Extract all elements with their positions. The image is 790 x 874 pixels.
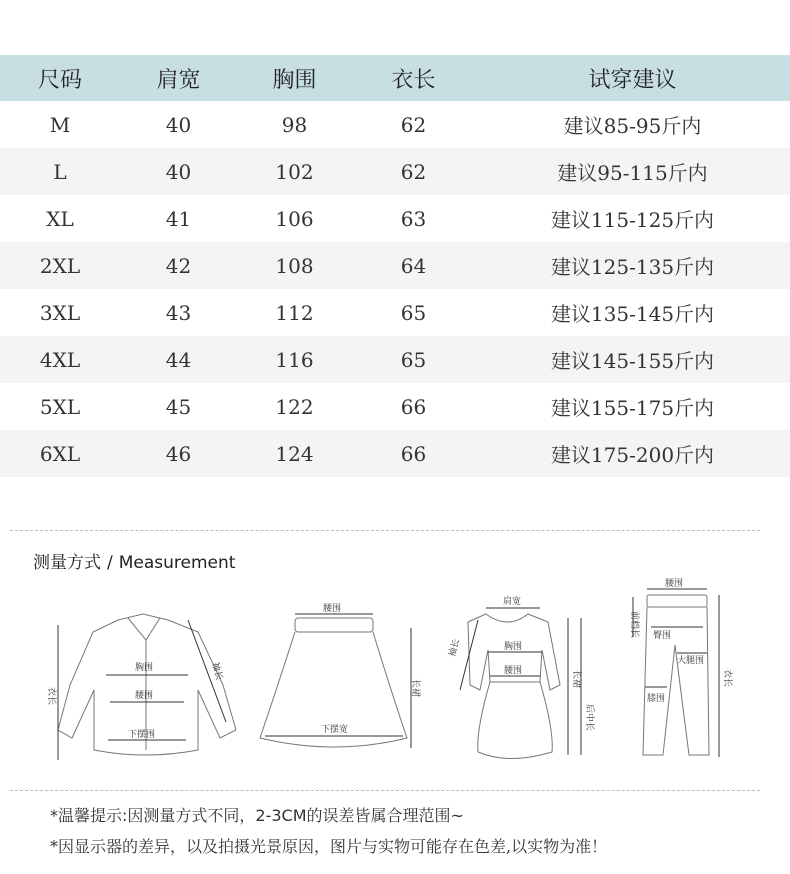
cell-chest: 112 xyxy=(275,300,314,325)
pants-thigh-label: 大腿围 xyxy=(677,656,705,666)
cell-shoulder: 40 xyxy=(120,148,237,195)
cell-shoulder: 43 xyxy=(165,300,192,325)
cell-recommendation: 建议115-125斤内 xyxy=(550,208,715,232)
cell-size: M xyxy=(49,112,71,137)
cell-size: L xyxy=(0,148,120,195)
table-row xyxy=(0,148,790,195)
dress-back-length-label: 后中长 xyxy=(584,704,594,732)
pants-hip-label: 臀围 xyxy=(653,631,672,641)
skirt-diagram xyxy=(255,598,425,758)
note-tolerance: *温馨提示:因测量方式不同，2-3CM的误差皆属合理范围~ xyxy=(50,806,464,825)
cell-recommendation: 建议125-135斤内 xyxy=(475,242,790,289)
skirt-waist-label: 腰围 xyxy=(323,604,342,614)
size-table xyxy=(0,55,790,477)
cell-size: 2XL xyxy=(0,242,120,289)
cell-recommendation: 建议145-155斤内 xyxy=(475,336,790,383)
table-row xyxy=(0,430,790,477)
cell-length: 65 xyxy=(400,300,427,325)
header-chest: 胸围 xyxy=(237,55,352,101)
cell-length: 62 xyxy=(400,112,427,137)
cell-chest: 108 xyxy=(237,242,352,289)
cell-shoulder: 46 xyxy=(120,430,237,477)
note-color-difference: *因显示器的差异，以及拍摄光景原因，图片与实物可能存在色差,以实物为准！ xyxy=(50,837,608,856)
cell-size: 5XL xyxy=(39,394,81,419)
cell-recommendation: 建议155-175斤内 xyxy=(550,396,715,420)
cell-size: 3XL xyxy=(39,300,81,325)
shirt-chest-label: 胸围 xyxy=(135,663,154,673)
skirt-hem-label: 下摆宽 xyxy=(321,725,349,735)
cell-chest: 106 xyxy=(275,206,314,231)
dress-sleeve-label: 袖长 xyxy=(447,638,463,659)
measurement-title xyxy=(33,548,235,573)
cell-chest: 102 xyxy=(237,148,352,195)
shirt-diagram xyxy=(48,610,248,770)
pants-waist-label: 腰围 xyxy=(665,579,684,589)
header-shoulder: 肩宽 xyxy=(120,55,237,101)
header-size: 尺码 xyxy=(0,55,120,101)
dress-length-label: 长裙 xyxy=(571,670,581,689)
shirt-hem-label: 下摆围 xyxy=(128,730,156,740)
table-row xyxy=(0,289,790,336)
table-row xyxy=(0,242,790,289)
cell-length: 66 xyxy=(400,394,427,419)
cell-shoulder: 45 xyxy=(165,394,192,419)
cell-shoulder: 42 xyxy=(120,242,237,289)
cell-chest: 98 xyxy=(281,112,308,137)
pants-length-label: 衣长 xyxy=(722,669,732,688)
divider-top xyxy=(10,530,760,531)
cell-length: 62 xyxy=(352,148,475,195)
cell-recommendation: 建议85-95斤内 xyxy=(563,114,702,138)
cell-size: 6XL xyxy=(0,430,120,477)
shirt-length-label: 衣长 xyxy=(46,687,56,706)
cell-shoulder: 40 xyxy=(165,112,192,137)
skirt-length-label: 长裙 xyxy=(410,679,420,698)
table-row xyxy=(0,101,790,148)
pants-diagram xyxy=(615,575,730,760)
cell-recommendation: 建议135-145斤内 xyxy=(550,302,715,326)
cell-chest: 116 xyxy=(237,336,352,383)
cell-recommendation: 建议175-200斤内 xyxy=(475,430,790,477)
cell-shoulder: 41 xyxy=(165,206,192,231)
cell-length: 65 xyxy=(352,336,475,383)
measurement-title-cn: 测量方式 xyxy=(33,553,101,573)
header-recommendation: 试穿建议 xyxy=(475,55,790,101)
shirt-sleeve-label: 袖长 xyxy=(209,661,224,682)
measurement-title-en: Measurement xyxy=(118,553,236,573)
pants-knee-label: 膝围 xyxy=(647,694,666,704)
table-header-row xyxy=(0,55,790,101)
cell-size: 4XL xyxy=(0,336,120,383)
dress-diagram xyxy=(448,590,593,765)
header-length: 衣长 xyxy=(352,55,475,101)
cell-length: 66 xyxy=(352,430,475,477)
dress-shoulder-label: 肩宽 xyxy=(503,597,522,607)
cell-recommendation: 建议95-115斤内 xyxy=(475,148,790,195)
cell-length: 63 xyxy=(400,206,427,231)
cell-size: XL xyxy=(46,206,74,231)
shirt-waist-label: 腰围 xyxy=(135,691,154,701)
cell-length: 64 xyxy=(352,242,475,289)
table-row xyxy=(0,336,790,383)
cell-shoulder: 44 xyxy=(120,336,237,383)
pants-front-rise-label: 前档长 xyxy=(629,611,639,639)
cell-chest: 124 xyxy=(237,430,352,477)
dress-waist-label: 腰围 xyxy=(504,666,523,676)
dress-chest-label: 胸围 xyxy=(504,642,523,652)
divider-bottom xyxy=(10,790,760,791)
table-row xyxy=(0,383,790,430)
measurement-title-separator: / xyxy=(107,553,113,573)
cell-chest: 122 xyxy=(275,394,314,419)
table-row xyxy=(0,195,790,242)
